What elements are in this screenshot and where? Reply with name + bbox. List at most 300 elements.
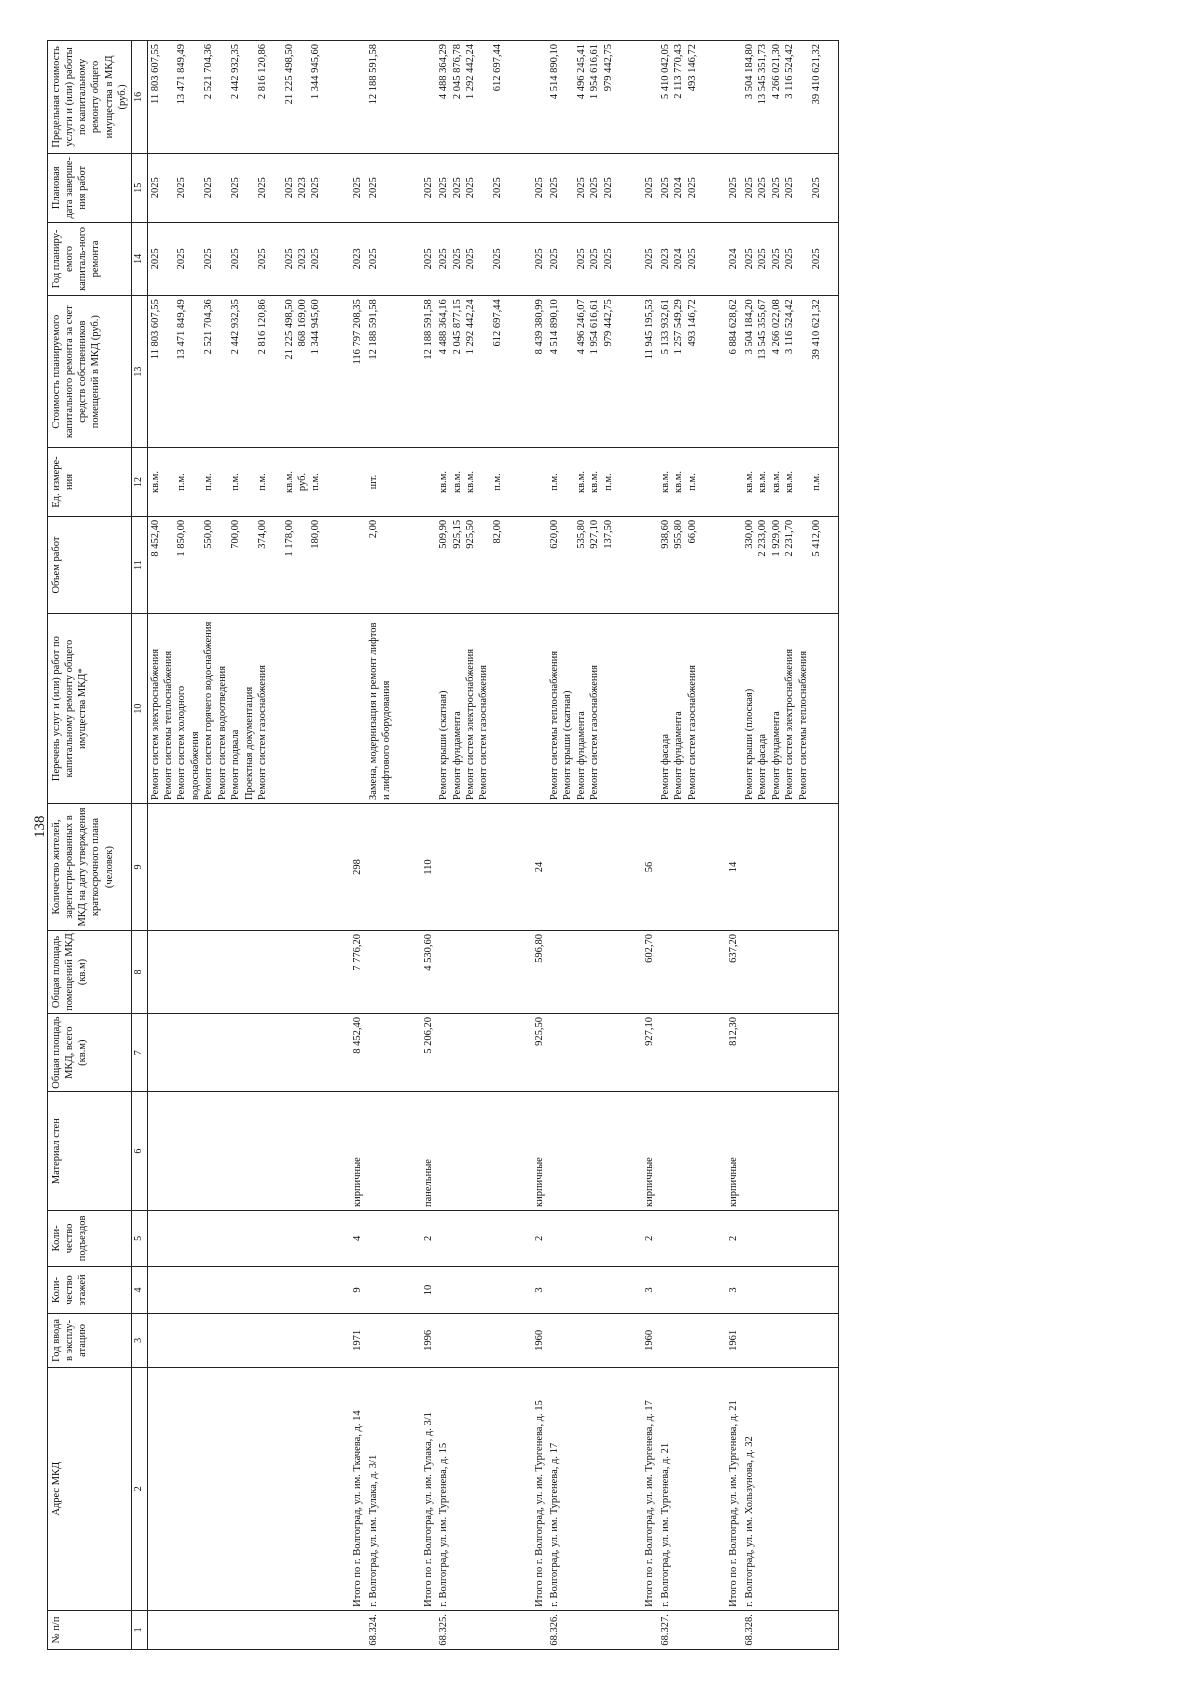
total-area: 812,30 [713,1014,741,1092]
commission-year [366,1314,408,1367]
repair-year-line: 2025 [575,248,587,270]
limit-cost [742,41,838,154]
work-volume [742,516,838,613]
premises-area: 596,80 [519,930,547,1013]
repair-year-line: 2025 [451,248,463,270]
work-name [658,614,714,804]
total-row [408,41,436,1650]
repair-year-line: 2025 [589,248,601,270]
repair-year: 2023 [337,222,365,296]
resident-count [742,804,838,931]
work-row [658,41,714,1650]
repair-year-line: 2025 [176,248,188,270]
unit-line: п.м. [229,473,241,491]
work-volume [629,516,657,613]
work-cost-line: 13 545 355,67 [757,299,769,360]
work-volume-line: 180,00 [310,519,322,549]
repair-year-line: 2025 [229,248,241,270]
work-cost [658,296,714,448]
completion-year-line: 2025 [589,177,601,199]
completion-year-line: 2025 [367,177,379,199]
entrance-count: 2 [713,1211,741,1267]
column-number: 10 [131,614,147,804]
building-address: г. Волгоград, ул. им. Тулака, д. 3/1 [366,1367,408,1610]
column-number: 9 [131,804,147,931]
work-list [629,614,657,804]
limit-cost-line: 2 442 932,35 [229,44,241,100]
limit-cost-line: 4 488 364,29 [438,44,450,100]
unit-line: шт. [367,474,379,490]
repair-year [742,222,838,296]
wall-material [147,1092,337,1211]
column-header: Стоимость планируемого капитального ремонта за счет средств собственников помещений в МКД (руб.) [48,296,132,448]
limit-cost-line: 3 504 184,80 [743,44,755,100]
work-cost-line: 4 488 364,16 [438,299,450,355]
limit-cost-line [296,44,309,150]
total-row [713,41,741,1650]
completion-year [658,153,714,222]
work-cost [366,296,408,448]
work-name-line: Ремонт крыши (плоская) [743,688,755,801]
limit-cost [408,41,436,154]
limit-cost-line: 979 442,75 [602,44,614,92]
work-name-line: Ремонт систем холодного водоснабжения [176,685,201,801]
row-number: 68.327. [658,1610,714,1649]
total-address: Итого по г. Волгоград, ул. им. Ткачева, д. 14 [337,1367,365,1610]
completion-year-line: 2025 [176,177,188,199]
total-cost: 12 188 591,58 [408,296,436,448]
work-cost-line: 979 442,75 [602,299,614,347]
unit-line: кв.м. [589,471,601,493]
limit-cost-line: 2 045 876,78 [451,44,463,100]
limit-cost-line: 1 292 442,24 [464,44,476,100]
floor-count [366,1266,408,1313]
work-name-line: Ремонт системы теплоснабжения [548,650,560,801]
limit-cost-line: 11 803 607,55 [149,44,161,104]
work-volume-line: 1 178,00 [283,519,295,557]
limit-cost-line: 2 521 704,36 [203,44,215,100]
completion-year-line: 2025 [770,177,782,199]
work-volume [436,516,518,613]
commission-year [147,1314,337,1367]
unit [547,448,629,517]
commission-year: 1960 [519,1314,547,1367]
completion-year-line: 2025 [602,177,614,199]
unit-line: п.м. [491,473,503,491]
work-cost-line: 1 344 945,60 [310,299,322,355]
row-number: 68.324. [366,1610,408,1649]
work-cost-line: 4 496 246,07 [575,299,587,355]
repair-year-line: 2025 [757,248,769,270]
work-cost-line: 13 471 849,49 [176,299,188,360]
repair-year-line: 2025 [256,248,268,270]
work-volume-line: 2,00 [367,519,379,539]
limit-cost [629,41,657,154]
repair-year-line: 2025 [438,248,450,270]
commission-year: 1961 [713,1314,741,1367]
work-volume-line: 330,00 [743,519,755,549]
work-name-line: Ремонт систем газоснабжения [478,665,490,801]
limit-cost-line: 1 344 945,60 [310,44,322,100]
resident-count: 24 [519,804,547,931]
floor-count [658,1266,714,1313]
column-header: Год планиру-емого капиталь-ного ремонта [48,222,132,296]
work-name-line: Ремонт систем газоснабжения [686,665,698,801]
entrance-count [366,1211,408,1267]
repair-year: 2024 [713,222,741,296]
unit-line: п.м. [310,473,322,491]
work-volume-line: 1 850,00 [176,519,188,557]
entrance-count [147,1211,337,1267]
unit [436,448,518,517]
limit-cost-line: 12 188 591,58 [367,44,379,105]
total-area [658,1014,714,1092]
completion-year: 2025 [408,153,436,222]
entrance-count [436,1211,518,1267]
column-number: 4 [131,1266,147,1313]
repair-year-line: 2025 [203,248,215,270]
work-volume [337,516,365,613]
work-volume-line: 535,80 [575,519,587,549]
premises-area [742,930,838,1013]
entrance-count: 4 [337,1211,365,1267]
wall-material [436,1092,518,1211]
work-name-line: Замена, модернизация и ремонт лифтов и лифтового оборудования [367,622,392,801]
resident-count: 56 [629,804,657,931]
completion-year [436,153,518,222]
work-row [436,41,518,1650]
unit-line: кв.м. [464,471,476,493]
work-cost-line: 12 188 591,58 [367,299,379,360]
commission-year [547,1314,629,1367]
limit-cost [547,41,629,154]
completion-year: 2025 [713,153,741,222]
limit-cost [713,41,741,154]
work-volume [408,516,436,613]
repair-year-line: 2025 [464,248,476,270]
limit-cost [519,41,547,154]
row-number [408,1610,436,1649]
row-number [713,1610,741,1649]
work-name [366,614,408,804]
unit-line: кв.м. [283,471,295,493]
repair-year-line: 2023 [296,248,308,270]
work-cost-line: 2 045 877,15 [451,299,463,355]
work-volume-line: 938,60 [659,519,671,549]
column-header: Плановая дата заверше-ния работ [48,153,132,222]
work-cost-line: 2 442 932,35 [229,299,241,355]
row-number: 68.325. [436,1610,518,1649]
resident-count [366,804,408,931]
work-cost-line: 1 257 549,29 [673,299,685,355]
column-number: 6 [131,1092,147,1211]
work-cost-line: 39 410 621,32 [810,299,822,360]
work-volume [147,516,337,613]
building-address: г. Волгоград, ул. им. Тургенева, д. 21 [658,1367,714,1610]
work-volume-line: 2 233,00 [757,519,769,557]
work-cost [742,296,838,448]
total-area [366,1014,408,1092]
row-number [519,1610,547,1649]
work-cost-line: 868 169,00 [296,299,308,347]
work-cost-line: 3 116 524,42 [783,299,795,354]
resident-count: 14 [713,804,741,931]
column-header: Адрес МКД [48,1367,132,1610]
repair-year-line: 2025 [810,248,822,270]
work-name-line: Ремонт подвала [230,729,242,801]
work-volume-line: 82,00 [491,519,503,544]
unit [742,448,838,517]
unit-line: п.м. [548,473,560,491]
completion-year-line: 2025 [310,177,322,199]
completion-year-line: 2025 [451,177,463,199]
completion-year-line: 2025 [229,177,241,199]
repair-year-line: 2025 [491,248,503,270]
work-list [713,614,741,804]
row-number: 68.326. [547,1610,629,1649]
work-volume-line: 1 929,00 [770,519,782,557]
row-number [337,1610,365,1649]
unit-line: п.м. [810,473,822,491]
floor-count [436,1266,518,1313]
unit [366,448,408,517]
limit-cost-line: 2 113 770,43 [673,44,685,99]
total-area: 5 206,20 [408,1014,436,1092]
work-name-line: Ремонт системы теплоснабжения [797,650,809,801]
work-volume [547,516,629,613]
work-row [742,41,838,1650]
limit-cost-line: 4 514 890,10 [548,44,560,100]
rotated-document [47,40,1167,1650]
repair-year-line: 2025 [548,248,560,270]
completion-year: 2025 [519,153,547,222]
work-name-line: Ремонт фасада [757,734,769,801]
work-name-line: Ремонт систем электроснабжения [465,648,477,801]
work-volume [658,516,714,613]
building-address: г. Волгоград, ул. им. Хользунова, д. 32 [742,1367,838,1610]
completion-year [366,153,408,222]
completion-year-line: 2025 [659,177,671,199]
entrance-count [547,1211,629,1267]
limit-cost-line: 2 816 120,86 [256,44,268,100]
work-name-line: Ремонт фундамента [451,711,463,801]
building-address [147,1367,337,1610]
column-number: 8 [131,930,147,1013]
wall-material: кирпичные [629,1092,657,1211]
repair-year-line: 2025 [367,248,379,270]
limit-cost-line: 3 116 524,42 [783,44,795,99]
work-name-line: Ремонт фасада [659,734,671,801]
work-name-line: Ремонт систем горячего водоснабжения [203,621,215,801]
work-cost-line: 1 954 616,61 [589,299,601,355]
total-area [147,1014,337,1092]
total-cost: 11 945 195,53 [629,296,657,448]
completion-year-line: 2025 [783,177,795,199]
repair-year-line: 2025 [783,248,795,270]
total-area [742,1014,838,1092]
total-cost: 6 884 628,62 [713,296,741,448]
unit-line: руб. [296,472,308,492]
floor-count: 9 [337,1266,365,1313]
repair-year [658,222,714,296]
table-body [147,41,838,1650]
total-area [436,1014,518,1092]
work-name-line: Ремонт фундамента [575,711,587,801]
wall-material: кирпичные [337,1092,365,1211]
work-name-line: Ремонт системы теплоснабжения [162,650,174,801]
column-number: 7 [131,1014,147,1092]
work-cost-line: 4 266 022,08 [770,299,782,355]
commission-year [658,1314,714,1367]
premises-area [658,930,714,1013]
resident-count [436,804,518,931]
work-volume-line: 925,15 [451,519,463,549]
unit [629,448,657,517]
resident-count [658,804,714,931]
row-number [629,1610,657,1649]
wall-material: кирпичные [713,1092,741,1211]
completion-year-line: 2024 [673,177,685,199]
work-volume-line: 66,00 [686,519,698,544]
work-volume-line: 5 412,00 [810,519,822,557]
column-header: Общая площадь МКД, всего (кв.м) [48,1014,132,1092]
commission-year: 1996 [408,1314,436,1367]
unit-line: кв.м. [438,471,450,493]
resident-count [547,804,629,931]
work-cost-line: 2 521 704,36 [203,299,215,355]
work-name-line: Ремонт систем водоотведения [216,665,228,801]
work-list [408,614,436,804]
work-volume-line: 8 452,40 [149,519,161,557]
work-cost-line: 5 133 932,61 [659,299,671,355]
work-list [337,614,365,804]
column-number: 11 [131,516,147,613]
work-name-line: Ремонт фундамента [770,711,782,801]
building-address: г. Волгоград, ул. им. Тургенева, д. 15 [436,1367,518,1610]
capital-repair-table [47,40,839,1650]
work-volume-line: 509,90 [438,519,450,549]
work-name-line: Ремонт фундамента [673,711,685,801]
unit [658,448,714,517]
work-cost [147,296,337,448]
unit-line: п.м. [176,473,188,491]
completion-year-line: 2025 [283,177,295,199]
header-row [48,41,132,1650]
repair-year [147,222,337,296]
limit-cost-line: 5 410 042,05 [659,44,671,100]
total-cost: 8 439 380,99 [519,296,547,448]
unit-line: кв.м. [451,471,463,493]
unit-line: кв.м. [149,471,161,493]
unit-line: кв.м. [673,471,685,493]
column-number: 5 [131,1211,147,1267]
total-address: Итого по г. Волгоград, ул. им. Тулака, д. 3/1 [408,1367,436,1610]
premises-area [147,930,337,1013]
completion-year-line: 2025 [743,177,755,199]
column-header: № п/п [48,1610,132,1649]
completion-year-line: 2025 [203,177,215,199]
column-header: Ед. измере-ния [48,448,132,517]
work-cost-line: 3 504 184,20 [743,299,755,355]
completion-year [147,153,337,222]
work-volume-line: 955,80 [673,519,685,549]
wall-material [366,1092,408,1211]
work-name-line: Ремонт крыши (скатная) [562,690,574,801]
column-number-row [131,41,147,1650]
completion-year-line: 2025 [438,177,450,199]
repair-year-line: 2025 [770,248,782,270]
column-header: Коли-чество этажей [48,1266,132,1313]
work-volume-line: 2 231,70 [783,519,795,557]
limit-cost-line: 1 954 616,61 [589,44,601,100]
column-number: 15 [131,153,147,222]
repair-year [366,222,408,296]
work-row [547,41,629,1650]
limit-cost-line: 39 410 621,32 [810,44,822,105]
unit [147,448,337,517]
premises-area [436,930,518,1013]
premises-area: 4 530,60 [408,930,436,1013]
total-address: Итого по г. Волгоград, ул. им. Тургенева, д. 17 [629,1367,657,1610]
total-row [519,41,547,1650]
limit-cost [337,41,365,154]
repair-year-line: 2024 [673,248,685,270]
completion-year-line: 2025 [757,177,769,199]
total-address: Итого по г. Волгоград, ул. им. Тургенева, д. 21 [713,1367,741,1610]
limit-cost [147,41,337,154]
floor-count [742,1266,838,1313]
wall-material: кирпичные [519,1092,547,1211]
work-volume-line: 137,50 [602,519,614,549]
work-name [436,614,518,804]
column-number: 14 [131,222,147,296]
column-header: Общая площадь помещений МКД (кв.м) [48,930,132,1013]
limit-cost-line: 21 225 498,50 [283,44,295,105]
repair-year: 2025 [408,222,436,296]
repair-year-line: 2025 [686,248,698,270]
limit-cost [366,41,408,154]
limit-cost-line: 13 545 351,73 [757,44,769,105]
work-cost-line: 493 146,72 [686,299,698,347]
limit-cost-line: 612 697,44 [491,44,503,92]
unit-line: кв.м. [575,471,587,493]
completion-year-line: 2025 [810,177,822,199]
column-number: 12 [131,448,147,517]
entrance-count: 2 [629,1211,657,1267]
work-cost-line: 11 803 607,55 [149,299,161,360]
repair-year-line: 2025 [310,248,322,270]
building-address: г. Волгоград, ул. им. Тургенева, д. 17 [547,1367,629,1610]
work-volume [713,516,741,613]
work-volume-line: 700,00 [229,519,241,549]
wall-material: панельные [408,1092,436,1211]
resident-count: 110 [408,804,436,931]
resident-count [147,804,337,931]
completion-year-line: 2025 [491,177,503,199]
row-number [147,1610,337,1649]
work-volume-line [296,520,309,610]
total-row [629,41,657,1650]
completion-year-line: 2025 [548,177,560,199]
work-name-line: Проектная документация [243,686,255,801]
column-number: 1 [131,1610,147,1649]
column-header: Объем работ [48,516,132,613]
completion-year: 2025 [337,153,365,222]
limit-cost-line: 493 146,72 [686,44,698,92]
work-name-line: Ремонт крыши (скатная) [438,690,450,801]
work-volume [519,516,547,613]
entrance-count: 2 [519,1211,547,1267]
